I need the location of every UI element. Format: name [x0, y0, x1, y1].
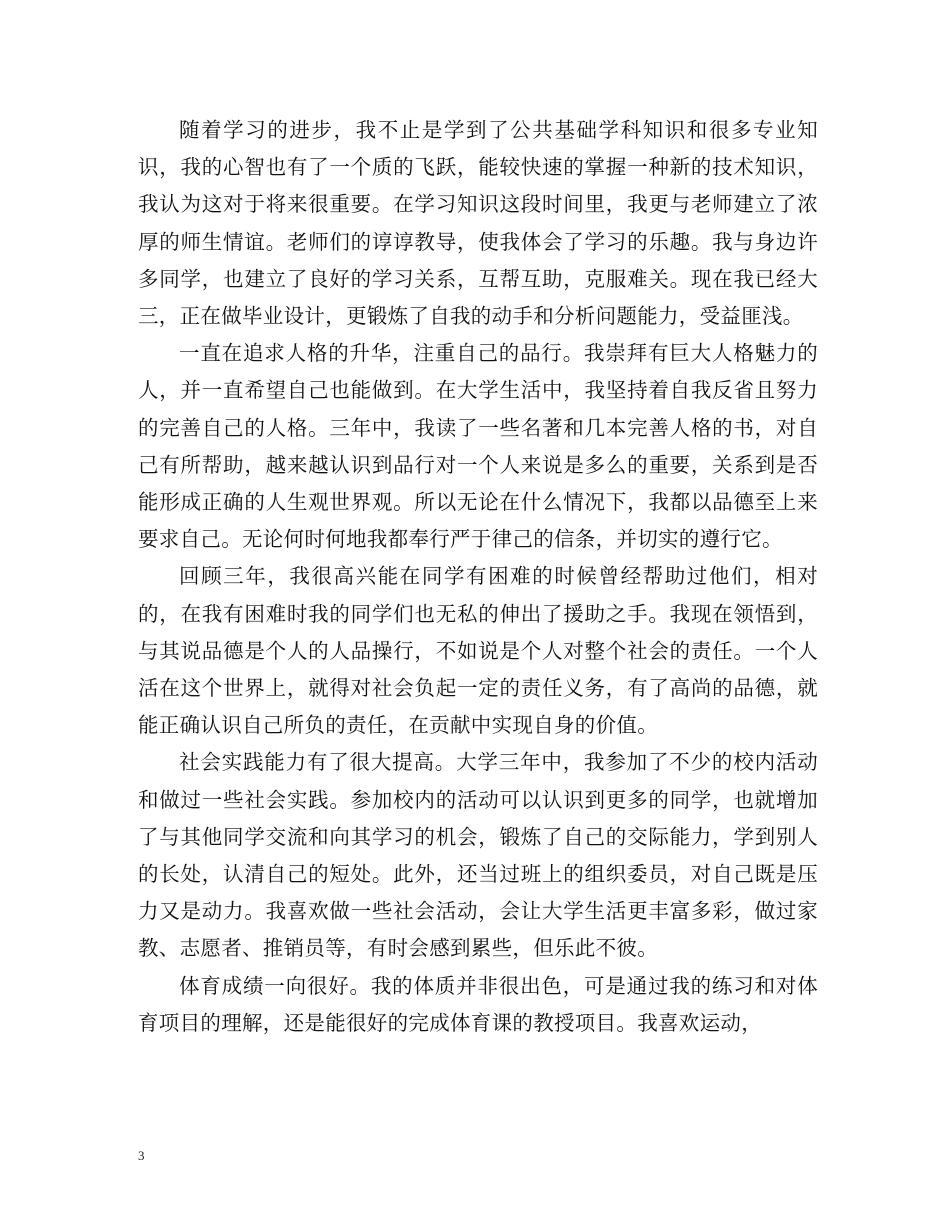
paragraph-character: 一直在追求人格的升华，注重自己的品行。我崇拜有巨大人格魅力的人，并一直希望自己也能做到。在大学生活中，我坚持着自我反省且努力的完善自己的人格。三年中，我读了一些名著和几本完善人格的书，对自己有所帮助，越来越认识到品行对一个人来说是多么的重要，关系到是否能形成正确的人生观世界观。所以无论在什么情况下，我都以品德至上来要求自己。无论何时何地我都奉行严于律己的信条，并切实的遵行它。	[138, 341, 818, 552]
paragraph-helping-classmates: 回顾三年，我很高兴能在同学有困难的时候曾经帮助过他们，相对的，在我有困难时我的同学们也无私的伸出了援助之手。我现在领悟到，与其说品德是个人的人品操行，不如说是个人对整个社会的责任。一个人活在这个世界上，就得对社会负起一定的责任义务，有了高尚的品德，就能正确认识自己所负的责任，在贡献中实现自身的价值。	[138, 564, 818, 738]
paragraph-study-progress: 随着学习的进步，我不止是学到了公共基础学科知识和很多专业知识，我的心智也有了一个质的飞跃，能较快速的掌握一种新的技术知识，我认为这对于将来很重要。在学习知识这段时间里，我更与老师建立了浓厚的师生情谊。老师们的谆谆教导，使我体会了学习的乐趣。我与身边许多同学，也建立了良好的学习关系，互帮互助，克服难关。现在我已经大三，正在做毕业设计，更锻炼了自我的动手和分析问题能力，受益匪浅。	[138, 118, 818, 329]
paragraph-sports: 体育成绩一向很好。我的体质并非很出色，可是通过我的练习和对体育项目的理解，还是能很好的完成体育课的教授项目。我喜欢运动，	[138, 973, 818, 1035]
body-text	[138, 112, 818, 1042]
paragraph-social-practice: 社会实践能力有了很大提高。大学三年中，我参加了不少的校内活动和做过一些社会实践。参加校内的活动可以认识到更多的同学，也就增加了与其他同学交流和向其学习的机会，锻炼了自己的交际能力，学到别人的长处，认清自己的短处。此外，还当过班上的组织委员，对自己既是压力又是动力。我喜欢做一些社会活动，会让大学生活更丰富多彩，做过家教、志愿者、推销员等，有时会感到累些，但乐此不彼。	[138, 750, 818, 961]
page-number: 3	[138, 1148, 145, 1163]
